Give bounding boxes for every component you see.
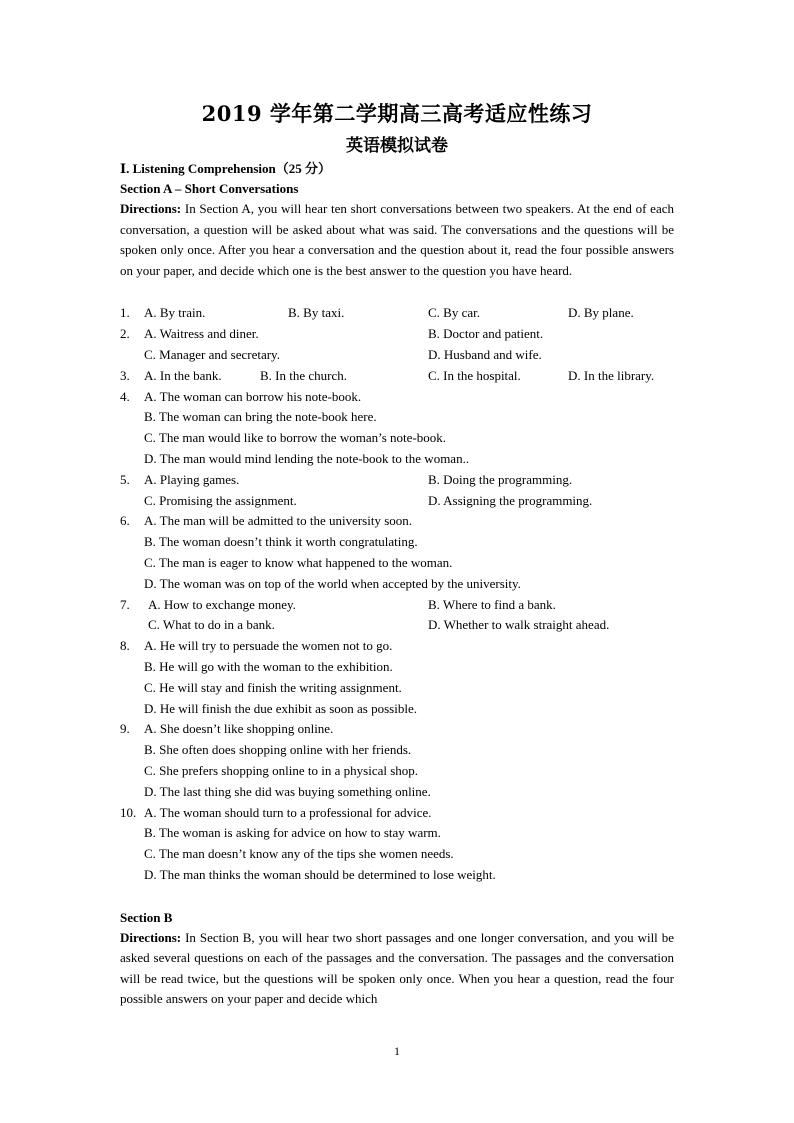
directions-text: In Section B, you will hear two short passages and one longer conversation, and you will be asked several questions on each of the passages and the conversation. The passages and the conversation will be read twice, but the questions will be spoken only once. When you hear a question, read the four possible answers on your paper and decide which — [120, 929, 674, 1007]
question-10-d — [120, 865, 674, 886]
question-number: 8. — [120, 638, 130, 654]
question-4-c — [120, 428, 674, 449]
exam-subtitle: 英语模拟试卷 — [346, 136, 448, 156]
option-c: C. The man doesn’t know any of the tips she women needs. — [144, 846, 454, 862]
question-10-c — [120, 844, 674, 865]
option-a: A. He will try to persuade the women not to go. — [144, 638, 393, 654]
question-5 — [120, 470, 674, 491]
question-9-c — [120, 761, 674, 782]
option-c: C. He will stay and finish the writing assignment. — [144, 679, 402, 695]
question-number: 10. — [120, 804, 137, 820]
option-c: C. She prefers shopping online to in a physical shop. — [144, 762, 419, 778]
question-4-d — [120, 449, 674, 470]
question-number: 1. — [120, 305, 130, 321]
question-number: 2. — [120, 326, 130, 342]
option-c: C. The man is eager to know what happened to the woman. — [144, 554, 453, 570]
section-a-directions — [120, 199, 674, 281]
option-b: B. Where to find a bank. — [428, 596, 556, 612]
exam-title: 2019 学年第二学期高三高考适应性练习 — [201, 101, 593, 126]
question-number: 7. — [120, 596, 130, 612]
option-d: D. Assigning the programming. — [428, 492, 593, 508]
question-9-d — [120, 782, 674, 803]
question-1 — [120, 303, 674, 324]
option-b: B. Doing the programming. — [428, 471, 573, 487]
option-b: B. She often does shopping online with her friends. — [144, 742, 412, 758]
question-5-row2 — [120, 491, 674, 512]
option-c: C. The man would like to borrow the woman’s note-book. — [144, 430, 446, 446]
option-d: D. Husband and wife. — [428, 346, 542, 362]
option-b: B. Doctor and patient. — [428, 326, 544, 342]
option-c: C. Manager and secretary. — [144, 346, 280, 362]
spacer — [120, 886, 674, 908]
option-c: C. What to do in a bank. — [148, 617, 275, 633]
question-number: 9. — [120, 721, 130, 737]
question-number: 5. — [120, 471, 130, 487]
option-a: A. The woman should turn to a professional for advice. — [144, 804, 432, 820]
option-a: A. She doesn’t like shopping online. — [144, 721, 334, 737]
section-b-directions — [120, 928, 674, 1010]
option-a: A. Playing games. — [144, 471, 240, 487]
question-9-b — [120, 740, 674, 761]
question-8-b — [120, 657, 674, 678]
question-7 — [120, 595, 674, 616]
option-d: D. In the library. — [568, 367, 655, 383]
question-9 — [120, 719, 674, 740]
question-6 — [120, 511, 674, 532]
question-number: 6. — [120, 513, 130, 529]
question-8-c — [120, 678, 674, 699]
option-a: A. In the bank. — [144, 367, 222, 383]
option-b: B. The woman is asking for advice on how to stay warm. — [144, 825, 441, 841]
question-8-d — [120, 699, 674, 720]
option-c: C. By car. — [428, 305, 480, 321]
question-8 — [120, 636, 674, 657]
option-b: B. The woman doesn’t think it worth congratulating. — [144, 534, 418, 550]
question-3 — [120, 366, 674, 387]
option-d: D. Whether to walk straight ahead. — [428, 617, 610, 633]
directions-label: Directions: — [120, 929, 182, 945]
question-2-row2 — [120, 345, 674, 366]
option-b: B. He will go with the woman to the exhibition. — [144, 658, 393, 674]
question-6-b — [120, 532, 674, 553]
question-4 — [120, 387, 674, 408]
option-d: D. The last thing she did was buying something online. — [144, 783, 431, 799]
option-d: D. The woman was on top of the world when accepted by the university. — [144, 575, 521, 591]
question-number: 4. — [120, 388, 130, 404]
question-number: 3. — [120, 367, 130, 383]
option-b: B. The woman can bring the note-book here. — [144, 409, 377, 425]
question-7-row2 — [120, 615, 674, 636]
option-a: A. How to exchange money. — [148, 596, 296, 612]
option-b: B. By taxi. — [288, 305, 345, 321]
page-number: 1 — [394, 1044, 400, 1058]
option-b: B. In the church. — [260, 367, 348, 383]
exam-content — [120, 158, 674, 1010]
option-d: D. By plane. — [568, 305, 634, 321]
directions-text: In Section A, you will hear ten short conversations between two speakers. At the end of each conversation, a question will be asked about what was said. The conversations and the questions will be spoken only once. After you hear a conversation and the question about it, read the four possible answers on your paper, and decide which one is the best answer to the question you have heard. — [120, 201, 674, 278]
part-heading: Ⅰ. Listening Comprehension（25 分） — [120, 161, 331, 176]
section-a-heading: Section A – Short Conversations — [120, 181, 299, 196]
question-6-d — [120, 574, 674, 595]
option-d: D. He will finish the due exhibit as soon as possible. — [144, 700, 417, 716]
question-2 — [120, 324, 674, 345]
option-a: A. Waitress and diner. — [144, 326, 259, 342]
option-a: A. The man will be admitted to the university soon. — [144, 513, 413, 529]
option-c: C. In the hospital. — [428, 367, 521, 383]
question-10-b — [120, 823, 674, 844]
question-6-c — [120, 553, 674, 574]
option-d: D. The man thinks the woman should be determined to lose weight. — [144, 866, 496, 882]
question-10 — [120, 803, 674, 824]
directions-label: Directions: — [120, 201, 182, 216]
section-b-heading: Section B — [120, 909, 173, 925]
option-a: A. By train. — [144, 305, 206, 321]
spacer — [120, 281, 674, 303]
option-c: C. Promising the assignment. — [144, 492, 297, 508]
option-a: A. The woman can borrow his note-book. — [144, 388, 362, 404]
question-4-b — [120, 407, 674, 428]
option-d: D. The man would mind lending the note-book to the woman.. — [144, 450, 470, 466]
